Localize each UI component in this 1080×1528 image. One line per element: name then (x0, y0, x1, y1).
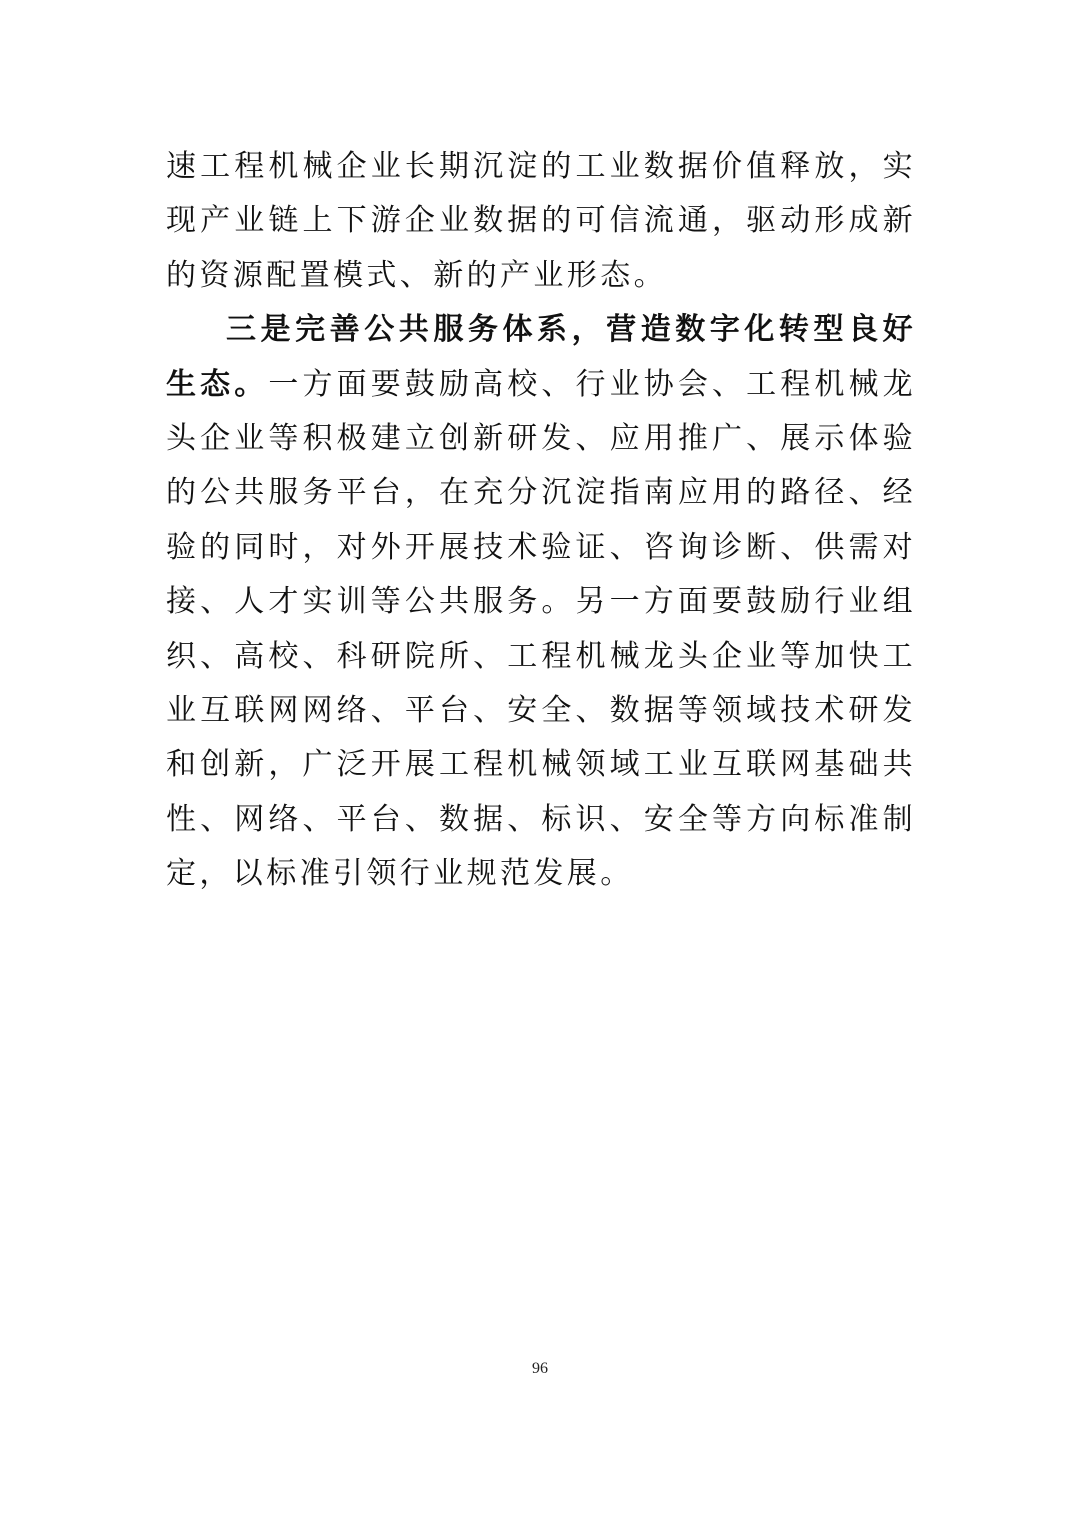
paragraph-lead-heading: 三是完善公共服务体系，营造数字化转型良好生态。 (166, 312, 916, 402)
paragraph-public-service (166, 303, 916, 901)
page-number: 96 (532, 1360, 548, 1377)
paragraph-body: 一方面要鼓励高校、行业协会、工程机械龙头企业等积极建立创新研发、应用推广、展示体验的公共服务平台，在充分沉淀指南应用的路径、经验的同时，对外开展技术验证、咨询诊断、供需对接、人才实训等公共服务。另一方面要鼓励行业组织、高校、科研院所、工程机械龙头企业等加快工业互联网网络、平台、安全、数据等领域技术研发和创新，广泛开展工程机械领域工业互联网基础共性、网络、平台、数据、标识、安全等方向标准制定，以标准引领行业规范发展。 (166, 366, 916, 892)
paragraph-continuation: 速工程机械企业长期沉淀的工业数据价值释放，实现产业链上下游企业数据的可信流通，驱动形成新的资源配置模式、新的产业形态。 (166, 149, 916, 293)
body-text (166, 140, 916, 902)
